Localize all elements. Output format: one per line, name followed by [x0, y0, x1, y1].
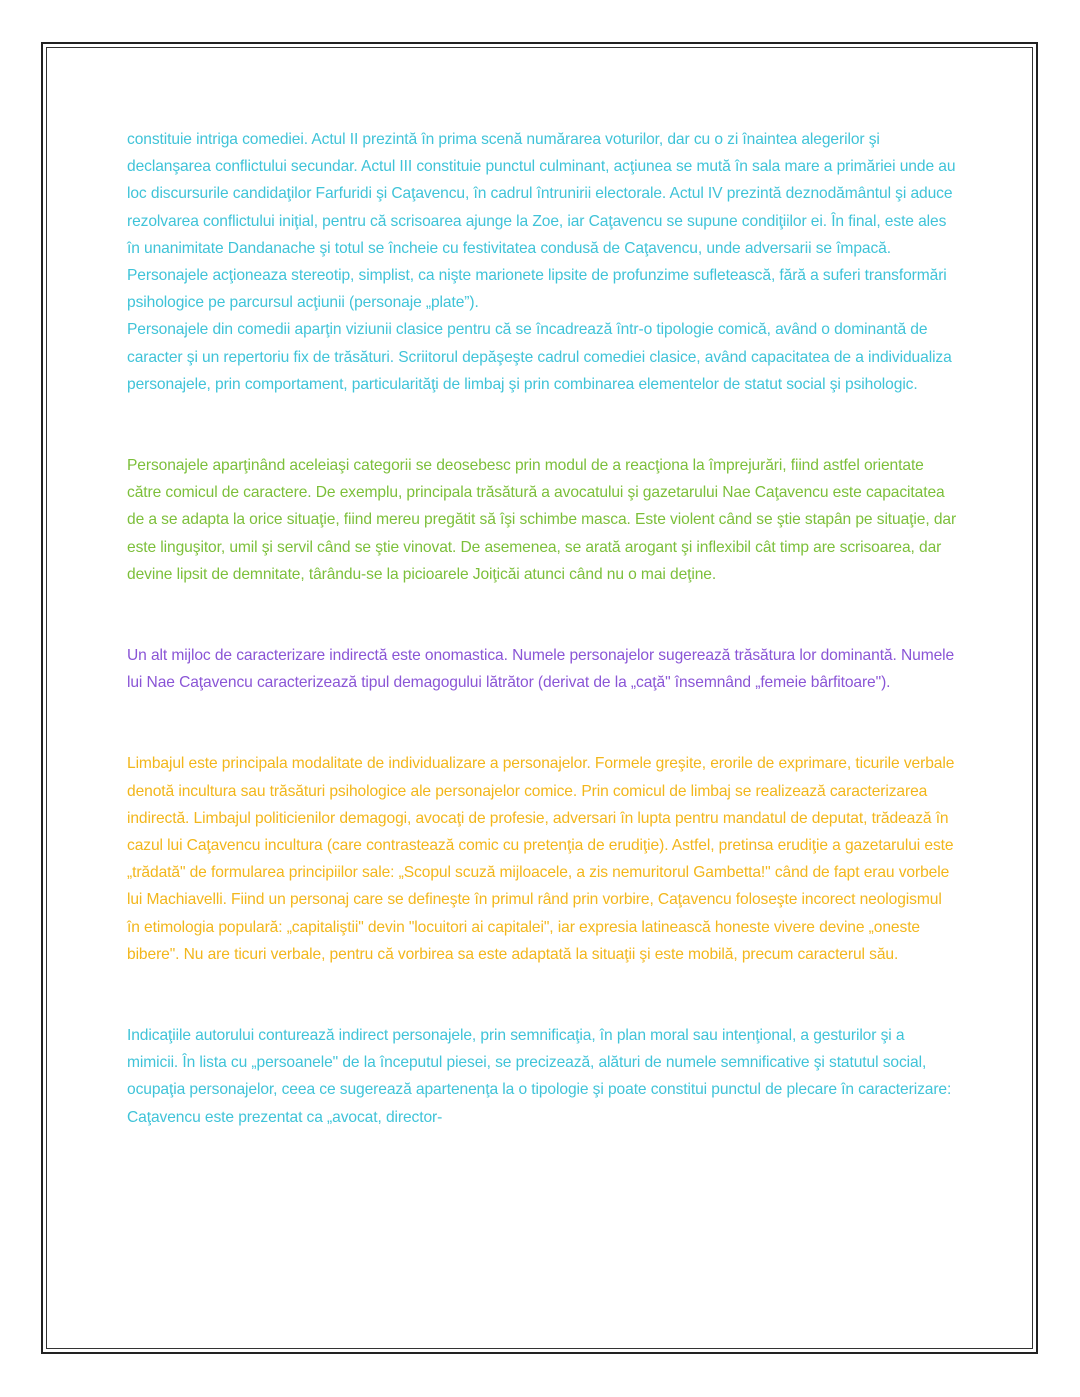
paragraph-character-comedy: Personajele aparţinând aceleiaşi categorii se deosebesc prin modul de a reacţiona la împrejurări, fiind astfel orientate către comicul de caractere. De exemplu, principala trăsătură a avocatului şi gazetarului Nae Caţavencu este capacitatea de a se adapta la orice situaţie, fiind mereu pregătit să îşi schimbe masca. Este violent când se ştie stapân pe situaţie, dar este linguşitor, umil şi servil când se ştie vinovat. De asemenea, se arată arogant şi inflexibil cât timp are scrisoarea, dar devine lipsit de demnitate, târându-se la picioarele Joiţicăi atunci când nu o mai deţine.: [127, 457, 957, 583]
paragraph-gap: [127, 588, 957, 642]
paragraph-onomastics: Un alt mijloc de caracterizare indirectă este onomastica. Numele personajelor sugerează trăsătura lor dominantă. Numele lui Nae Caţavencu caracterizează tipul demagogului lătrător (derivat de la „caţă" însemnând „femeie bârfitoare").: [127, 647, 955, 692]
paragraph-language: Limbajul este principala modalitate de individualizare a personajelor. Formele greşite, erorile de exprimare, ticurile verbale denotă incultura sau trăsături psihologice ale personajelor comice. Prin comicul de limbaj se realizează caracterizarea indirectă. Limbajul politicienilor demagogi, avocaţi de profesie, adversari în lupta pentru mandatul de deputat, trădează în cazul lui Caţavencu incultura (care contrastează comic cu pretenţia de erudiţie). Astfel, pretinsa erudiţie a gazetarului este „trădată" de formularea principiilor sale: „Scopul scuză mijloacele, a zis nemuritorul Gambetta!" când de fapt erau vorbele lui Machiavelli. Fiind un personaj care se defineşte în primul rând prin vorbire, Caţavencu foloseşte incorect neologismul în etimologia populară: „capitaliştii" devin "locuitori ai capitalei", iar expresia latinească honeste vivere devine „oneste bibere". Nu are ticuri verbale, pentru că vorbirea sa este adaptată la situaţii şi este mobilă, precum caracterul său.: [127, 755, 955, 963]
paragraph-gap: [127, 968, 957, 1022]
paragraph-classic-vision: Personajele din comedii aparţin viziunii clasice pentru că se încadrează într-o tipologie comică, având o dominantă de caracter şi un repertoriu fix de trăsături. Scriitorul depăşeşte cadrul comediei clasice, având capacitatea de a individualiza personajele, prin comportament, particularităţi de limbaj şi prin combinarea elementelor de statut social şi psihologic.: [127, 321, 952, 393]
paragraph-author-indications: Indicaţiile autorului conturează indirect personajele, prin semnificaţia, în plan moral sau intenţional, a gesturilor şi a mimicii. În lista cu „persoanele" de la începutul piesei, se precizează, alături de numele semnificative şi statutul social, ocupaţia personajelor, ceea ce sugerează apartenenţa la o tipologie şi poate constitui punctul de plecare în caracterizare: Caţavencu este prezentat ca „avocat, director-: [127, 1027, 952, 1126]
paragraph-gap: [127, 398, 957, 452]
document-body: [127, 126, 957, 1131]
paragraph-plot-structure: constituie intriga comediei. Actul II prezintă în prima scenă numărarea voturilor, dar cu o zi înaintea alegerilor şi declanşarea conflictului secundar. Actul III constituie punctul culminant, acţiunea se mută în sala mare a primăriei unde au loc discursurile candidaţilor Farfuridi şi Caţavencu, în cadrul întrunirii electorale. Actul IV prezintă deznodământul şi aduce rezolvarea conflictului iniţial, pentru că scrisoarea ajunge la Zoe, iar Caţavencu se supune condiţiilor ei. În final, este ales în unanimitate Dandanache şi totul se încheie cu festivitatea condusă de Caţavencu, unde adversarii se împacă. Personajele acţioneaza stereotip, simplist, ca nişte marionete lipsite de profunzime sufletească, fără a suferi transformări psihologice pe parcursul acţiunii (personaje „plate”).: [127, 131, 956, 312]
paragraph-gap: [127, 696, 957, 750]
